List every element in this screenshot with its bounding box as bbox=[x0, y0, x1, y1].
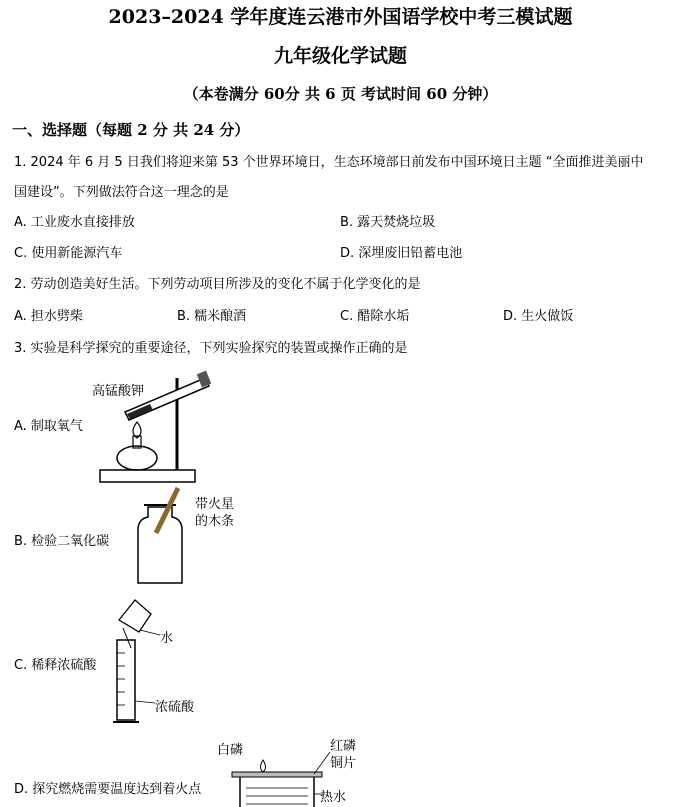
label-glowing-stick-1: 带火星 bbox=[195, 497, 235, 512]
label-glowing-stick-2: 的木条 bbox=[195, 514, 235, 529]
gas-bottle-figure bbox=[130, 485, 190, 587]
q1-option-d: D. 深埋废旧铅蓄电池 bbox=[340, 246, 463, 261]
q2-option-b: B. 糯米酿酒 bbox=[177, 309, 247, 324]
label-hot-water: 热水 bbox=[320, 790, 347, 805]
q3-option-c: C. 稀释浓硫酸 bbox=[14, 658, 97, 673]
exam-note: （本卷满分 60分 共 6 页 考试时间 60 分钟） bbox=[183, 85, 498, 103]
label-red-phosphorus: 红磷 bbox=[330, 739, 357, 754]
q2-stem: 2. 劳动创造美好生活。下列劳动项目所涉及的变化不属于化学变化的是 bbox=[14, 277, 421, 292]
q2-option-c: C. 醋除水垢 bbox=[340, 309, 410, 324]
label-water: 水 bbox=[160, 631, 174, 646]
q1-stem-line1: 1. 2024 年 6 月 5 日我们将迎来第 53 个世界环境日，生态环境部日前发布中国环境日主题 “全面推进美丽中 bbox=[14, 155, 644, 170]
label-kmno4: 高锰酸钾 bbox=[92, 384, 145, 399]
label-conc-acid: 浓硫酸 bbox=[155, 700, 195, 715]
q1-option-c: C. 使用新能源汽车 bbox=[14, 246, 123, 261]
q1-option-b: B. 露天焚烧垃圾 bbox=[340, 215, 436, 230]
apparatus-heating-figure bbox=[95, 370, 225, 490]
exam-title: 2023–2024 学年度连云港市外国语学校中考三模试题 bbox=[108, 6, 573, 28]
exam-subtitle: 九年级化学试题 bbox=[273, 45, 407, 67]
q3-option-d: D. 探究燃烧需要温度达到着火点 bbox=[14, 782, 202, 797]
q2-option-d: D. 生火做饭 bbox=[503, 309, 574, 324]
cylinder-figure bbox=[105, 598, 165, 726]
q3-stem: 3. 实验是科学探究的重要途径，下列实验探究的装置或操作正确的是 bbox=[14, 341, 408, 356]
label-copper-sheet: 铜片 bbox=[330, 756, 357, 771]
q2-option-a: A. 担水劈柴 bbox=[14, 309, 83, 324]
section-heading: 一、选择题（每题 2 分 共 24 分） bbox=[12, 121, 250, 139]
q3-option-b: B. 检验二氧化碳 bbox=[14, 534, 110, 549]
q1-stem-line2: 国建设”。下列做法符合这一理念的是 bbox=[14, 185, 229, 200]
q3-option-a: A. 制取氧气 bbox=[14, 419, 83, 434]
q1-option-a: A. 工业废水直接排放 bbox=[14, 215, 135, 230]
combustion-figure bbox=[228, 748, 328, 807]
label-white-phosphorus: 白磷 bbox=[217, 743, 244, 758]
